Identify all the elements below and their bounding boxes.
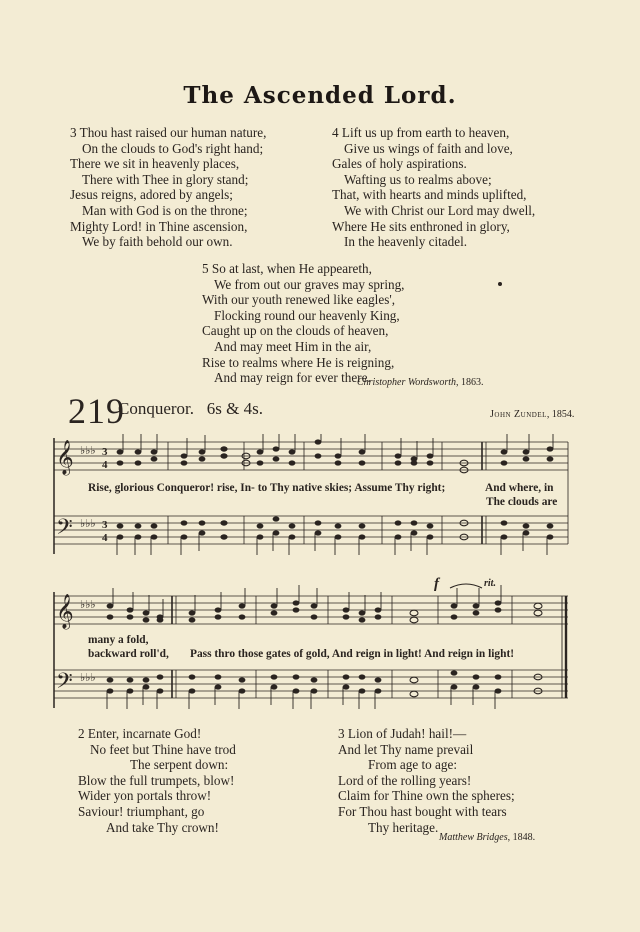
author-name: Christopher Wordsworth [357, 377, 457, 388]
tune-heading [118, 399, 263, 419]
lyric-line-2b: backward roll'd, [88, 648, 169, 660]
verse-line: And may meet Him in the air, [214, 338, 372, 354]
svg-text:♭♭♭: ♭♭♭ [80, 598, 96, 611]
verse-4 [332, 125, 535, 250]
verse-line: Give us wings of faith and love, [344, 140, 513, 156]
verse-line: And may reign for ever there. [214, 370, 371, 386]
svg-text:𝄢: 𝄢 [56, 669, 73, 699]
ink-mark [498, 282, 502, 286]
author-name: Matthew Bridges [439, 832, 508, 843]
composer-year: , 1854. [546, 409, 575, 420]
verse-line: That, with hearts and minds uplifted, [332, 187, 527, 203]
meter: 6s & 4s. [206, 399, 263, 418]
verse-line: Thy heritage. [368, 819, 439, 835]
music-system-2 [46, 582, 576, 712]
verse-line: Rise to realms where He is reigning, [202, 354, 395, 370]
svg-text:3: 3 [102, 446, 108, 458]
verse-line: The serpent down: [130, 757, 229, 773]
verse-line: With our youth renewed like eagles', [202, 292, 396, 308]
verse-line: Gales of holy aspirations. [332, 156, 467, 172]
verse-line: There we sit in heavenly places, [70, 156, 240, 172]
verse-line: And take Thy crown! [106, 819, 219, 835]
verse-line: Lord of the rolling years! [338, 772, 472, 788]
lyric-line-2a: many a fold, [88, 634, 149, 646]
verse-line: 4 Lift us up from earth to heaven, [332, 125, 510, 140]
svg-text:4: 4 [102, 459, 108, 471]
verse-line: In the heavenly citadel. [344, 234, 468, 250]
svg-text:𝄞: 𝄞 [56, 594, 74, 629]
attribution-bridges [439, 832, 535, 843]
verse-line: There with Thee in glory stand; [82, 171, 249, 187]
attribution-wordsworth [357, 377, 484, 388]
verse-line: 3 Lion of Judah! hail!— [338, 726, 467, 741]
verse-line: From age to age: [368, 757, 457, 773]
verse-line: Flocking round our heavenly King, [214, 307, 400, 323]
verse-line: Man with God is on the throne; [82, 202, 248, 218]
verse-line: 2 Enter, incarnate God! [78, 726, 202, 741]
svg-text:3: 3 [102, 519, 108, 531]
svg-text:♭♭♭: ♭♭♭ [80, 671, 96, 684]
verse-line: And let Thy name prevail [338, 741, 474, 757]
hymn-number: 219 [68, 391, 125, 431]
verse-line: Wafting us to realms above; [344, 171, 492, 187]
tune-name: Conqueror. [118, 399, 195, 418]
verse-2 [78, 726, 236, 835]
verse-3-hymn-219 [338, 726, 515, 835]
ritardando-mark: rit. [484, 578, 496, 589]
verse-line: For Thou hast bought with tears [338, 803, 507, 819]
verse-3 [70, 125, 266, 250]
verse-line: Where He sits enthroned in glory, [332, 218, 510, 234]
verse-line: No feet but Thine have trod [90, 741, 236, 757]
composer-name: John Zundel [490, 409, 547, 420]
verse-5 [202, 261, 404, 386]
svg-text:𝄢: 𝄢 [56, 515, 73, 545]
author-year: , 1848. [507, 832, 536, 843]
author-year: , 1863. [456, 377, 484, 388]
verse-line: We from out our graves may spring, [214, 276, 405, 292]
verse-line: Claim for Thine own the spheres; [338, 788, 515, 804]
lyric-line-2c: Pass thro those gates of gold, And reign in light! And reign in light! [190, 648, 515, 660]
verse-line: We with Christ our Lord may dwell, [344, 202, 536, 218]
svg-text:4: 4 [102, 532, 108, 544]
verse-line: We by faith behold our own. [82, 234, 233, 250]
dynamic-forte: f [434, 576, 439, 592]
lyric-end-2: The clouds are [486, 496, 558, 508]
page-title: The Ascended Lord. [183, 82, 457, 109]
verse-line: Saviour! triumphant, go [78, 803, 205, 819]
verse-line: Blow the full trumpets, blow! [78, 772, 235, 788]
composer-credit [490, 409, 574, 420]
svg-text:♭♭♭: ♭♭♭ [80, 517, 96, 530]
svg-text:𝄞: 𝄞 [56, 440, 74, 475]
verse-line: Caught up on the clouds of heaven, [202, 323, 389, 339]
verse-line: Wider yon portals throw! [78, 788, 212, 804]
verse-line: Jesus reigns, adored by angels; [70, 187, 233, 203]
verse-line: Mighty Lord! in Thine ascension, [70, 218, 248, 234]
lyric-end-1: And where, in [485, 482, 554, 494]
lyric-line-1: Rise, glorious Conqueror! rise, In- to Thy native skies; Assume Thy right; [88, 482, 446, 494]
svg-text:♭♭♭: ♭♭♭ [80, 444, 96, 457]
verse-line: 5 So at last, when He appeareth, [202, 261, 372, 276]
verse-line: 3 Thou hast raised our human nature, [70, 125, 267, 140]
verse-line: On the clouds to God's right hand; [82, 140, 264, 156]
